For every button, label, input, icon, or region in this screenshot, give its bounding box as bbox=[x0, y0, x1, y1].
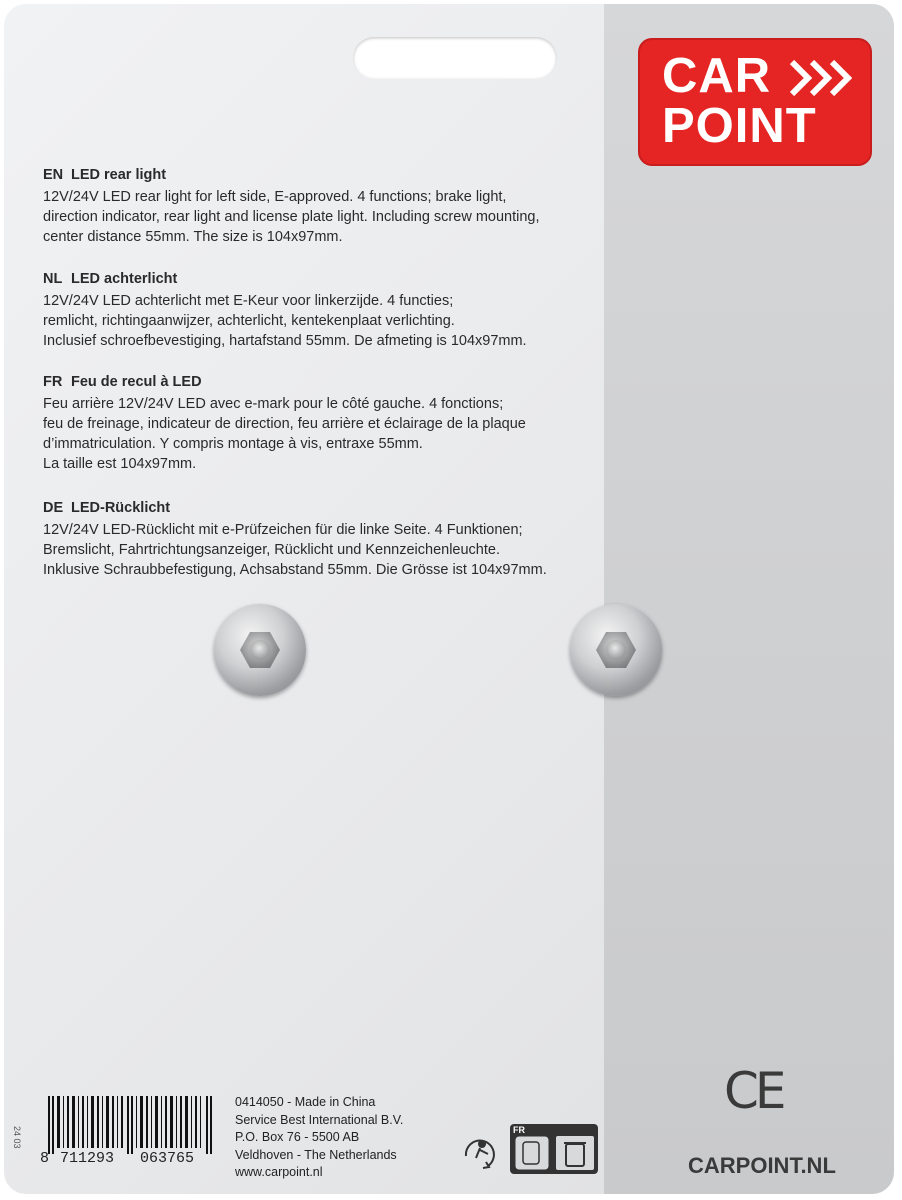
body-line: d’immatriculation. Y compris montage à vis, entraxe 55mm. bbox=[43, 436, 423, 452]
company-line: P.O. Box 76 - 5500 AB bbox=[235, 1130, 360, 1144]
company-line: www.carpoint.nl bbox=[235, 1165, 323, 1179]
body-line: center distance 55mm. The size is 104x97mm. bbox=[43, 229, 343, 245]
body-line: 12V/24V LED-Rücklicht mit e-Prüfzeichen für die linke Seite. 4 Funktionen; bbox=[43, 522, 523, 538]
section-heading bbox=[43, 498, 583, 518]
logo-text-point: POINT bbox=[662, 99, 817, 153]
body-line: Bremslicht, Fahrtrichtungsanzeiger, Rücklicht und Kennzeichenleuchte. bbox=[43, 542, 500, 558]
body-line: remlicht, richtingaanwijzer, achterlicht, kentekenplaat verlichting. bbox=[43, 313, 455, 329]
section-heading bbox=[43, 269, 583, 289]
barcode-bars bbox=[44, 1096, 218, 1154]
section-en bbox=[43, 165, 583, 247]
body-line: La taille est 104x97mm. bbox=[43, 456, 197, 472]
barcode-digit-first: 8 bbox=[40, 1150, 50, 1167]
recycling-info-icon bbox=[460, 1122, 600, 1176]
grey-side-panel bbox=[604, 4, 894, 1194]
body-line: direction indicator, rear light and license plate light. Including screw mounting, bbox=[43, 209, 540, 225]
lang-code: FR bbox=[43, 374, 63, 390]
lang-code: EN bbox=[43, 167, 64, 183]
section-title: LED achterlicht bbox=[71, 271, 178, 287]
barcode-digit-group-right: 063765 bbox=[140, 1150, 195, 1167]
body-line: Inclusief schroefbevestiging, hartafstand 55mm. De afmeting is 104x97mm. bbox=[43, 333, 527, 349]
section-title: LED rear light bbox=[71, 167, 167, 183]
left-mounting-washer bbox=[214, 604, 306, 696]
ce-mark: CE bbox=[724, 1062, 783, 1120]
bolt-head bbox=[606, 640, 626, 660]
body-line: 12V/24V LED rear light for left side, E-approved. 4 functions; brake light, bbox=[43, 189, 507, 205]
hang-hole bbox=[353, 37, 557, 79]
recycle-country-label: FR bbox=[513, 1125, 525, 1135]
company-line: Veldhoven - The Netherlands bbox=[235, 1147, 397, 1162]
blister-card bbox=[4, 4, 894, 1194]
body-line: Inklusive Schraubbefestigung, Achsabstand 55mm. Die Grösse ist 104x97mm. bbox=[43, 562, 547, 578]
lang-code: NL bbox=[43, 271, 63, 287]
section-fr bbox=[43, 372, 583, 474]
company-line: Service Best International B.V. bbox=[235, 1112, 404, 1127]
barcode-digit-group-left: 711293 bbox=[60, 1150, 115, 1167]
body-line: feu de freinage, indicateur de direction, feu arrière et éclairage de la plaque bbox=[43, 416, 526, 432]
chevron-icon bbox=[788, 56, 852, 100]
section-heading bbox=[43, 372, 583, 392]
logo-text-car: CAR bbox=[662, 49, 772, 103]
section-heading bbox=[43, 165, 583, 185]
body-line: Feu arrière 12V/24V LED avec e-mark pour le côté gauche. 4 fonctions; bbox=[43, 396, 504, 412]
company-line: 0414050 - Made in China bbox=[235, 1095, 376, 1109]
section-title: LED-Rücklicht bbox=[71, 500, 171, 516]
body-line: 12V/24V LED achterlicht met E-Keur voor linkerzijde. 4 functies; bbox=[43, 293, 454, 309]
website-text: CARPOINT.NL bbox=[688, 1153, 836, 1178]
lang-code: DE bbox=[43, 500, 64, 516]
right-mounting-washer bbox=[570, 604, 662, 696]
bolt-head bbox=[250, 640, 270, 660]
company-info bbox=[235, 1094, 403, 1182]
carpoint-logo bbox=[638, 38, 872, 166]
side-print-code: 24 03 bbox=[12, 1126, 22, 1149]
section-title: Feu de recul à LED bbox=[71, 374, 202, 390]
section-de bbox=[43, 498, 583, 580]
section-nl bbox=[43, 269, 583, 351]
